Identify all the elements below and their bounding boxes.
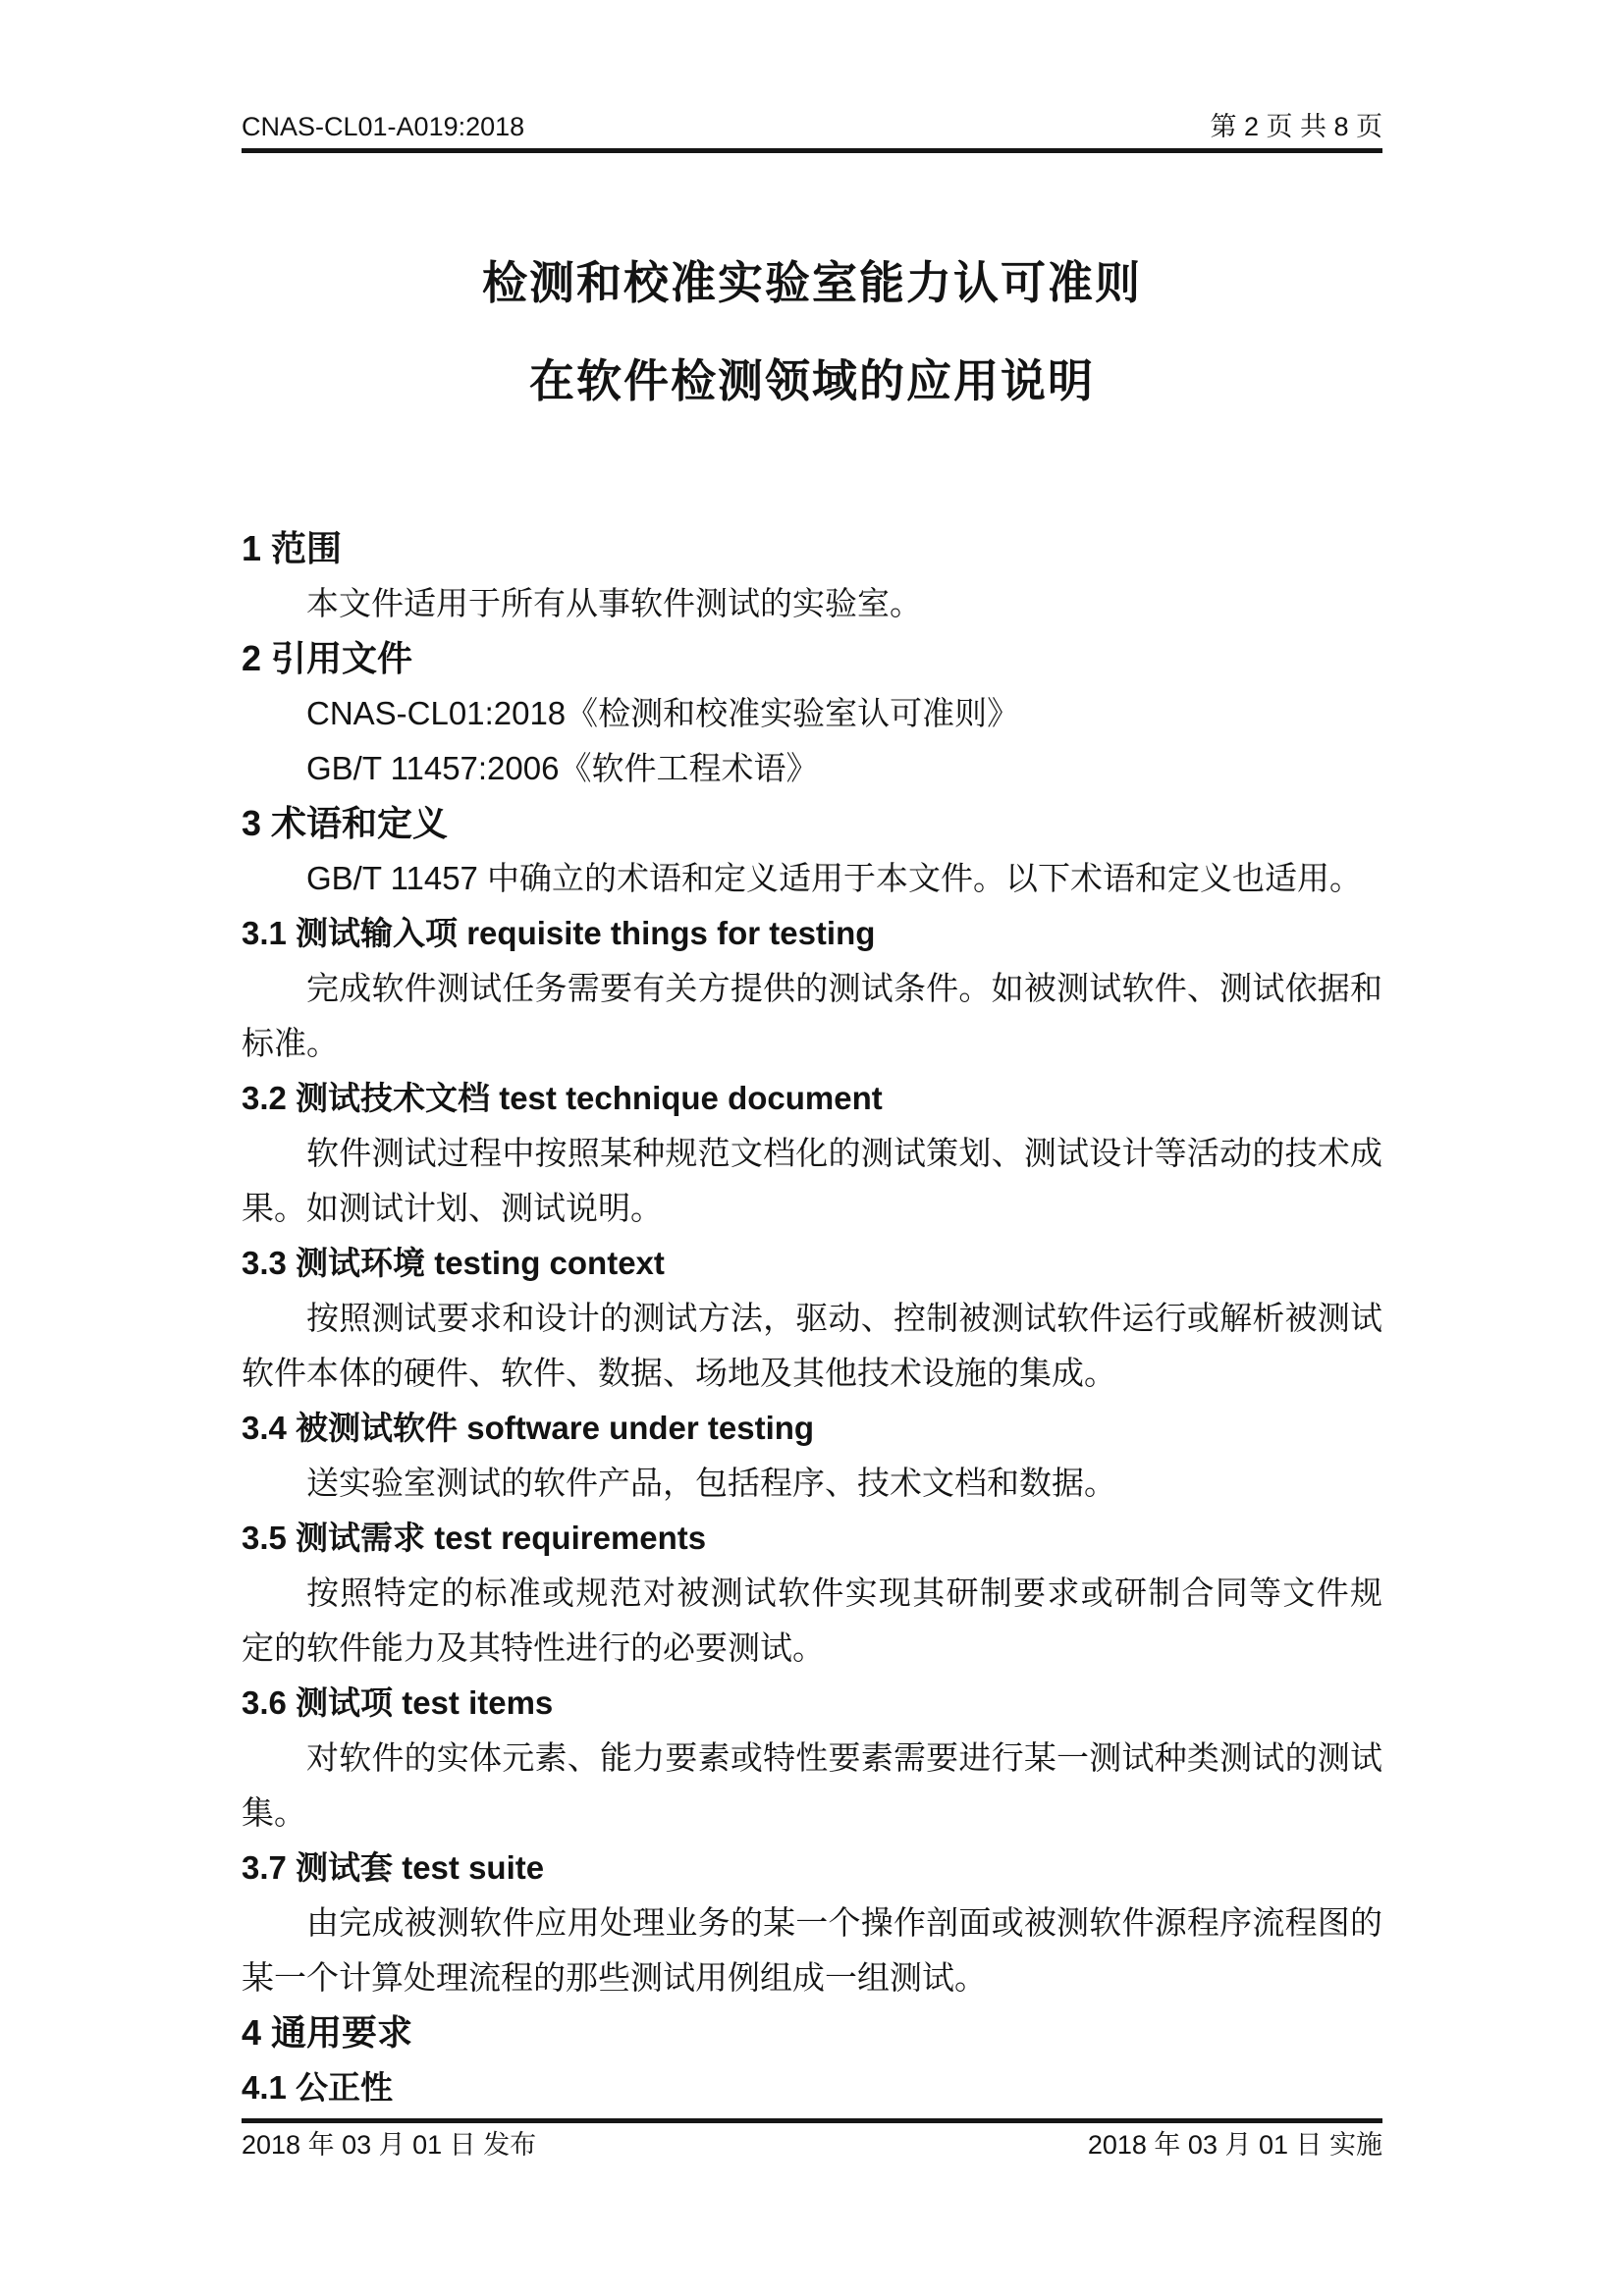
- document-body: [242, 521, 1382, 2115]
- page-number: 第 2 页 共 8 页: [1210, 112, 1382, 141]
- term-3-2-line-2: 果。如测试计划、测试说明。: [242, 1190, 663, 1226]
- doc-title-line2: 在软件检测领域的应用说明: [529, 355, 1095, 406]
- section-4-heading: 4 通用要求: [242, 2012, 413, 2053]
- term-3-5-line-1: 按照特定的标准或规范对被测试软件实现其研制要求或研制合同等文件规: [306, 1575, 1382, 1611]
- term-3-7-line-2: 某一个计算处理流程的那些测试用例组成一组测试。: [242, 1959, 987, 1996]
- term-3-1-heading: 3.1 测试输入项 requisite things for testing: [242, 915, 876, 951]
- section-2-heading: 2 引用文件: [242, 638, 413, 678]
- section-1-paragraph: 本文件适用于所有从事软件测试的实验室。: [306, 585, 922, 621]
- doc-code: CNAS-CL01-A019:2018: [242, 112, 525, 141]
- term-3-3-line-2: 软件本体的硬件、软件、数据、场地及其他技术设施的集成。: [242, 1355, 1116, 1391]
- term-3-6-line-2: 集。: [242, 1794, 306, 1831]
- term-3-7-line-1: 由完成被测软件应用处理业务的某一个操作剖面或被测软件源程序流程图的: [306, 1904, 1382, 1941]
- section-3-heading: 3 术语和定义: [242, 803, 449, 843]
- section-4-1-heading: 4.1 公正性: [242, 2069, 394, 2106]
- term-3-7-heading: 3.7 测试套 test suite: [242, 1849, 545, 1886]
- term-3-3-line-1: 按照测试要求和设计的测试方法，驱动、控制被测试软件运行或解析被测试: [306, 1300, 1382, 1336]
- term-3-1-line-1: 完成软件测试任务需要有关方提供的测试条件。如被测试软件、测试依据和: [306, 970, 1382, 1006]
- reference-item-2: GB/T 11457:2006《软件工程术语》: [306, 750, 819, 786]
- term-3-4-heading: 3.4 被测试软件 software under testing: [242, 1410, 815, 1446]
- section-1-heading: 1 范围: [242, 528, 343, 568]
- term-3-6-heading: 3.6 测试项 test items: [242, 1684, 554, 1721]
- term-3-5-line-2: 定的软件能力及其特性进行的必要测试。: [242, 1629, 825, 1666]
- doc-title-line1: 检测和校准实验室能力认可准则: [482, 257, 1142, 308]
- term-3-2-heading: 3.2 测试技术文档 test technique document: [242, 1080, 883, 1116]
- term-3-3-heading: 3.3 测试环境 testing context: [242, 1245, 665, 1281]
- section-3-intro: GB/T 11457 中确立的术语和定义适用于本文件。以下术语和定义也适用。: [306, 860, 1363, 896]
- page-footer: [242, 2128, 1382, 2162]
- term-3-6-line-1: 对软件的实体元素、能力要素或特性要素需要进行某一测试种类测试的测试: [306, 1739, 1382, 1776]
- reference-item-1: CNAS-CL01:2018《检测和校准实验室认可准则》: [306, 695, 1020, 731]
- footer-release-date: 2018 年 03 月 01 日 发布: [242, 2130, 537, 2160]
- term-3-2-line-1: 软件测试过程中按照某种规范文档化的测试策划、测试设计等活动的技术成: [306, 1135, 1382, 1171]
- term-3-1-line-2: 标准。: [242, 1025, 339, 1061]
- page-header: [242, 110, 1382, 143]
- term-3-4-line-1: 送实验室测试的软件产品，包括程序、技术文档和数据。: [306, 1465, 1116, 1501]
- footer-implement-date: 2018 年 03 月 01 日 实施: [1087, 2130, 1382, 2160]
- footer-rule: [242, 2118, 1382, 2123]
- term-3-5-heading: 3.5 测试需求 test requirements: [242, 1520, 707, 1556]
- header-rule: [242, 148, 1382, 153]
